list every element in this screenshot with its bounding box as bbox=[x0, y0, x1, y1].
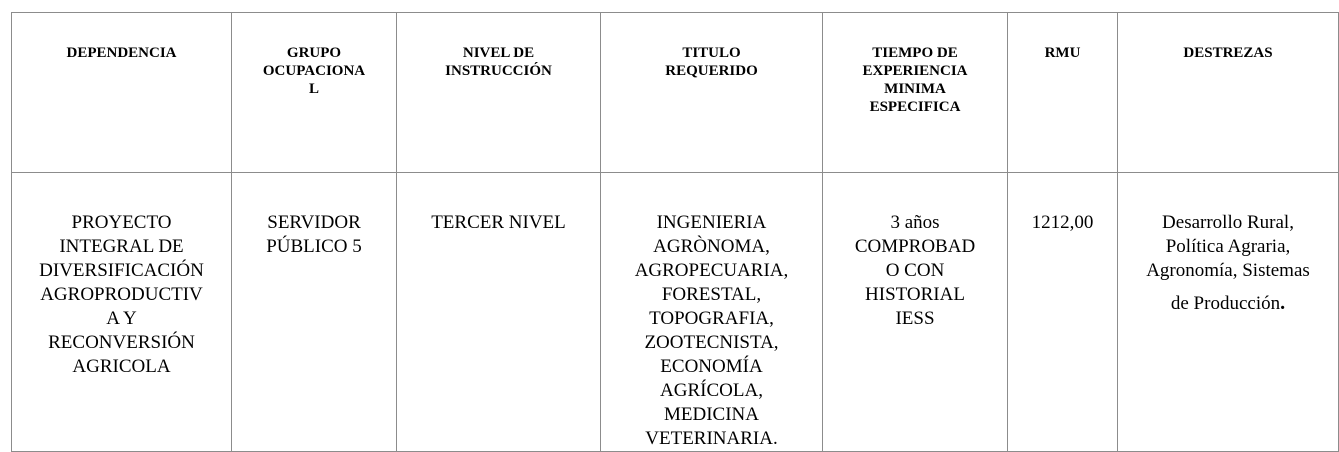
table-row bbox=[12, 173, 1339, 452]
cell-destrezas: Desarrollo Rural, Política Agraria, Agronomía, Sistemas de Producción. bbox=[1118, 173, 1339, 452]
cell-nivel-instruccion: TERCER NIVEL bbox=[397, 173, 601, 452]
requirements-table bbox=[11, 12, 1339, 452]
header-row bbox=[12, 13, 1339, 173]
header-titulo-requerido: TITULO REQUERIDO bbox=[601, 13, 823, 173]
header-destrezas: DESTREZAS bbox=[1118, 13, 1339, 173]
header-nivel-instruccion: NIVEL DE INSTRUCCIÓN bbox=[397, 13, 601, 173]
destrezas-end-period: . bbox=[1280, 292, 1286, 314]
header-rmu: RMU bbox=[1008, 13, 1118, 173]
header-tiempo-experiencia: TIEMPO DE EXPERIENCIA MINIMA ESPECIFICA bbox=[823, 13, 1008, 173]
header-dependencia: DEPENDENCIA bbox=[12, 13, 232, 173]
cell-dependencia: PROYECTO INTEGRAL DE DIVERSIFICACIÓN AGROPRODUCTIV A Y RECONVERSIÓN AGRICOLA bbox=[12, 173, 232, 452]
cell-rmu: 1212,00 bbox=[1008, 173, 1118, 452]
cell-tiempo-experiencia: 3 años COMPROBAD O CON HISTORIAL IESS bbox=[823, 173, 1008, 452]
header-grupo-ocupacional: GRUPO OCUPACIONA L bbox=[232, 13, 397, 173]
destrezas-line4-text: de Producción bbox=[1170, 293, 1281, 314]
cell-titulo-requerido: INGENIERIA AGRÒNOMA, AGROPECUARIA, FORESTAL, TOPOGRAFIA, ZOOTECNISTA, ECONOMÍA AGRÍCOLA, MEDICINA VETERINARIA. bbox=[601, 173, 823, 452]
cell-grupo-ocupacional: SERVIDOR PÚBLICO 5 bbox=[232, 173, 397, 452]
